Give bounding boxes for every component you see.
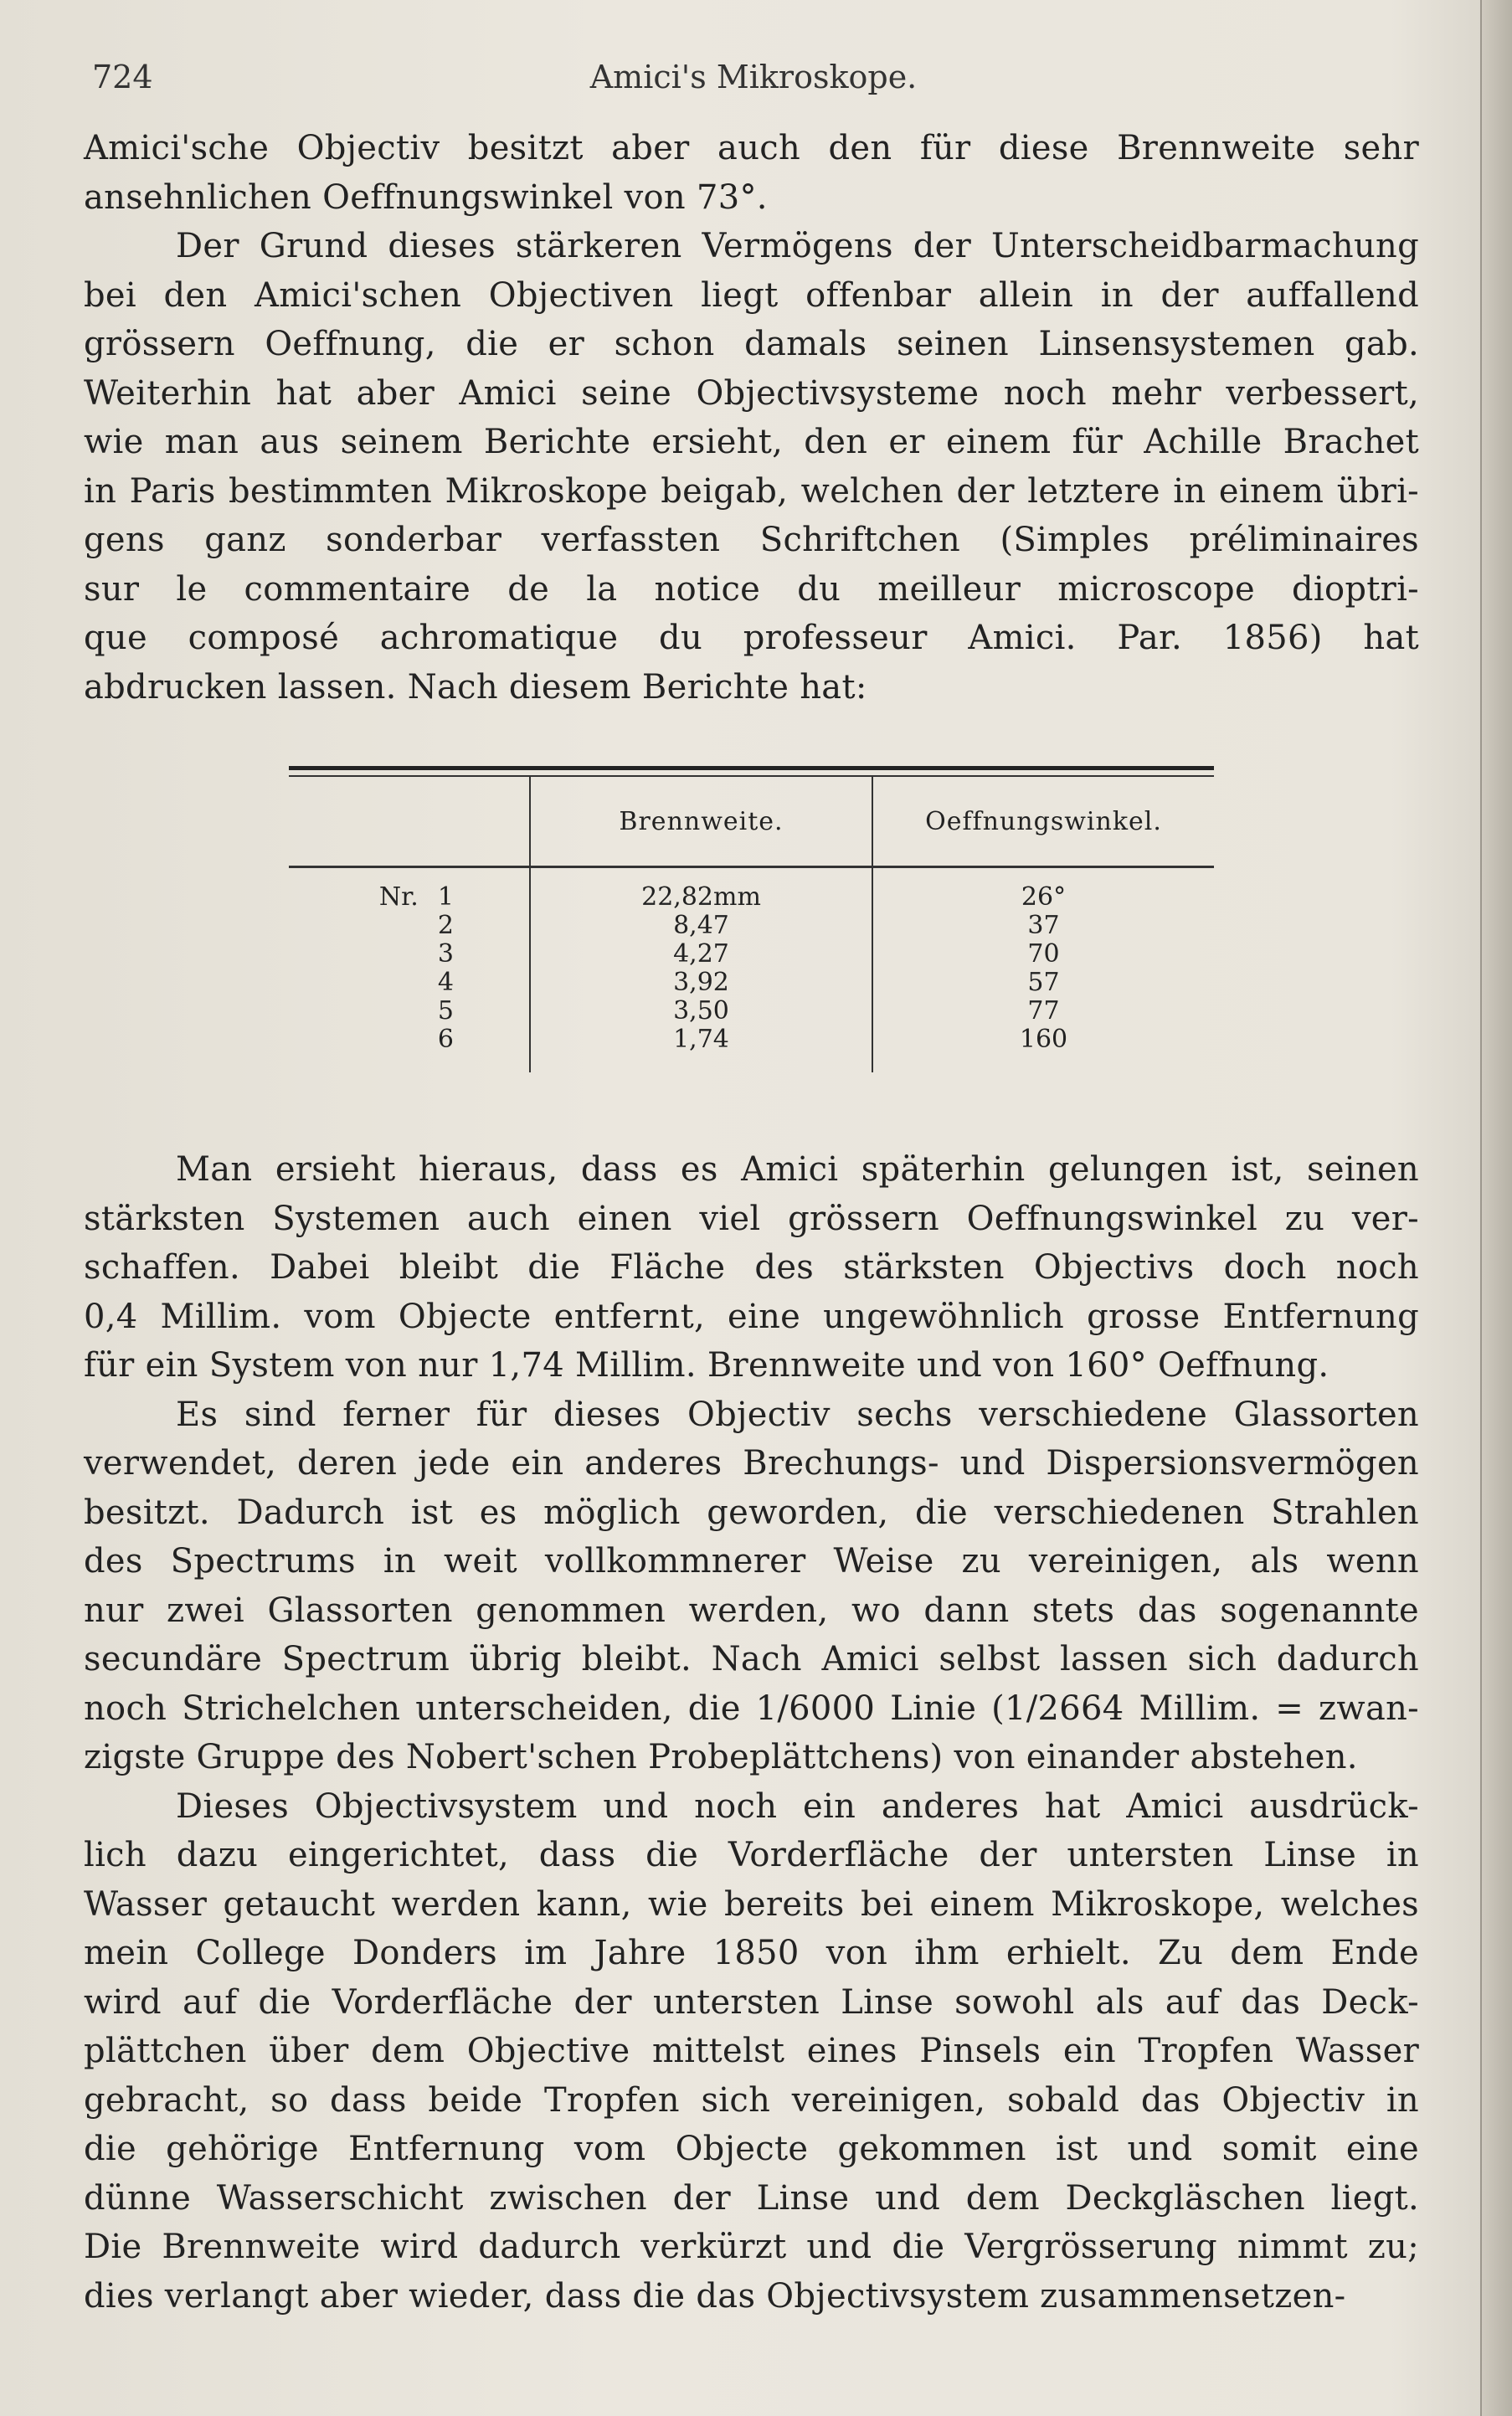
text-line: wird auf die Vorderfläche der untersten Linse sowohl als auf das Deck- <box>84 1982 1419 2022</box>
header-oeffnungswinkel: Oeffnungswinkel. <box>872 777 1214 867</box>
focal-length-table <box>289 766 1214 1072</box>
text-line: ansehnlichen Oeffnungswinkel von 73°. <box>84 177 768 217</box>
paragraph-1 <box>84 124 1419 222</box>
cell-number <box>289 940 530 969</box>
table-row <box>289 997 1214 1026</box>
table-row <box>289 969 1214 997</box>
table-header-row <box>289 777 1214 867</box>
text-line: Es sind ferner für dieses Objectiv sechs verschiedene Glassorten <box>176 1395 1419 1434</box>
cell-number <box>289 969 530 997</box>
text-line: stärksten Systemen auch einen viel grössern Oeffnungswinkel zu ver- <box>84 1199 1419 1238</box>
text-line: sur le commentaire de la notice du meilleur microscope dioptri- <box>84 569 1419 609</box>
cell-number <box>289 867 530 912</box>
cell-brennweite: 4,27 <box>530 940 872 969</box>
row-number: 5 <box>437 996 454 1026</box>
row-label: Nr. <box>378 882 419 912</box>
text-line: zigste Gruppe des Nobert'schen Probeplättchens) von einander abstehen. <box>84 1738 1358 1776</box>
text-line: gebracht, so dass beide Tropfen sich vereinigen, sobald das Objectiv in <box>84 2080 1419 2120</box>
text-line: Dieses Objectivsystem und noch ein anderes hat Amici ausdrück- <box>176 1786 1419 1826</box>
cell-number <box>289 912 530 940</box>
text-block-bottom <box>84 1145 1419 2321</box>
paragraph-2 <box>84 222 1419 712</box>
paragraph-4 <box>84 1390 1419 1782</box>
row-number: 4 <box>437 968 454 997</box>
text-line: plättchen über dem Objective mittelst eines Pinsels ein Tropfen Wasser <box>84 2032 1419 2070</box>
cell-winkel: 26° <box>872 867 1214 912</box>
cell-winkel: 70 <box>872 940 1214 969</box>
text-line: abdrucken lassen. Nach diesem Berichte hat: <box>84 667 867 707</box>
row-number: 6 <box>437 1025 454 1054</box>
text-line: Weiterhin hat aber Amici seine Objectivsysteme noch mehr verbessert, <box>84 373 1419 413</box>
text-line: secundäre Spectrum übrig bleibt. Nach Amici selbst lassen sich dadurch <box>84 1640 1419 1678</box>
table-row <box>289 867 1214 912</box>
cell-number <box>289 1026 530 1072</box>
row-number: 1 <box>437 882 454 912</box>
cell-brennweite: 3,50 <box>530 997 872 1026</box>
table-row <box>289 912 1214 940</box>
text-line: für ein System von nur 1,74 Millim. Brennweite und von 160° Oeffnung. <box>84 1346 1329 1385</box>
cell-winkel: 57 <box>872 969 1214 997</box>
row-number: 3 <box>437 939 454 969</box>
text-line: Amici'sche Objectiv besitzt aber auch den für diese Brennweite sehr <box>84 129 1419 167</box>
cell-number <box>289 997 530 1026</box>
text-line: wie man aus seinem Berichte ersieht, den er einem für Achille Brachet <box>84 423 1419 461</box>
text-line: nur zwei Glassorten genommen werden, wo dann stets das sogenannte <box>84 1591 1419 1630</box>
text-line: die gehörige Entfernung vom Objecte gekommen ist und somit eine <box>84 2130 1419 2168</box>
text-line: schaffen. Dabei bleibt die Fläche des stärksten Objectivs doch noch <box>84 1248 1419 1287</box>
table-row <box>289 940 1214 969</box>
table-body <box>289 867 1214 1073</box>
cell-winkel: 77 <box>872 997 1214 1026</box>
cell-brennweite: 3,92 <box>530 969 872 997</box>
page-header <box>92 59 1415 109</box>
text-line: verwendet, deren jede ein anderes Brechungs- und Dispersionsvermögen <box>84 1444 1419 1483</box>
table-top-rule <box>289 766 1214 770</box>
text-line: Man ersieht hieraus, dass es Amici späterhin gelungen ist, seinen <box>176 1150 1419 1189</box>
cell-brennweite: 8,47 <box>530 912 872 940</box>
text-line: que composé achromatique du professeur Amici. Par. 1856) hat <box>84 619 1419 657</box>
text-line: dies verlangt aber wieder, dass die das Objectivsystem zusammensetzen- <box>84 2276 1346 2316</box>
text-block-top <box>84 124 1419 712</box>
header-brennweite: Brennweite. <box>530 777 872 867</box>
cell-winkel: 37 <box>872 912 1214 940</box>
text-line: noch Strichelchen unterscheiden, die 1/6000 Linie (1/2664 Millim. = zwan- <box>84 1689 1419 1728</box>
text-line: dünne Wasserschicht zwischen der Linse und dem Deckgläschen liegt. <box>84 2178 1419 2218</box>
row-number: 2 <box>437 911 454 940</box>
text-line: bei den Amici'schen Objectiven liegt offenbar allein in der auffallend <box>84 275 1419 315</box>
text-line: des Spectrums in weit vollkommnerer Weise zu vereinigen, als wenn <box>84 1542 1419 1581</box>
paragraph-5 <box>84 1782 1419 2321</box>
text-line: besitzt. Dadurch ist es möglich geworden, die verschiedenen Strahlen <box>84 1493 1419 1532</box>
header-empty <box>289 777 530 867</box>
paragraph-3 <box>84 1145 1419 1390</box>
text-line: 0,4 Millim. vom Objecte entfernt, eine ungewöhnlich grosse Entfernung <box>84 1297 1419 1336</box>
text-line: Die Brennweite wird dadurch verkürzt und die Vergrösserung nimmt zu; <box>84 2228 1419 2266</box>
cell-brennweite: 1,74 <box>530 1026 872 1072</box>
data-table <box>289 777 1214 1072</box>
text-line: gens ganz sonderbar verfassten Schriftchen (Simples préliminaires <box>84 521 1419 559</box>
table-row <box>289 1026 1214 1072</box>
cell-winkel: 160 <box>872 1026 1214 1072</box>
text-line: lich dazu eingerichtet, dass die Vorderfläche der untersten Linse in <box>84 1836 1419 1874</box>
text-line: Wasser getaucht werden kann, wie bereits bei einem Mikroskope, welches <box>84 1884 1419 1924</box>
page-number: 724 <box>92 59 153 95</box>
running-title: Amici's Mikroskope. <box>589 59 918 95</box>
text-line: in Paris bestimmten Mikroskope beigab, welchen der letztere in einem übri- <box>84 471 1419 511</box>
page-edge <box>1480 0 1512 2416</box>
text-line: grössern Oeffnung, die er schon damals seinen Linsensystemen gab. <box>84 325 1419 363</box>
text-line: Der Grund dieses stärkeren Vermögens der Unterscheidbarmachung <box>176 227 1419 265</box>
text-line: mein College Donders im Jahre 1850 von ihm erhielt. Zu dem Ende <box>84 1934 1419 1972</box>
cell-brennweite: 22,82mm <box>530 867 872 912</box>
